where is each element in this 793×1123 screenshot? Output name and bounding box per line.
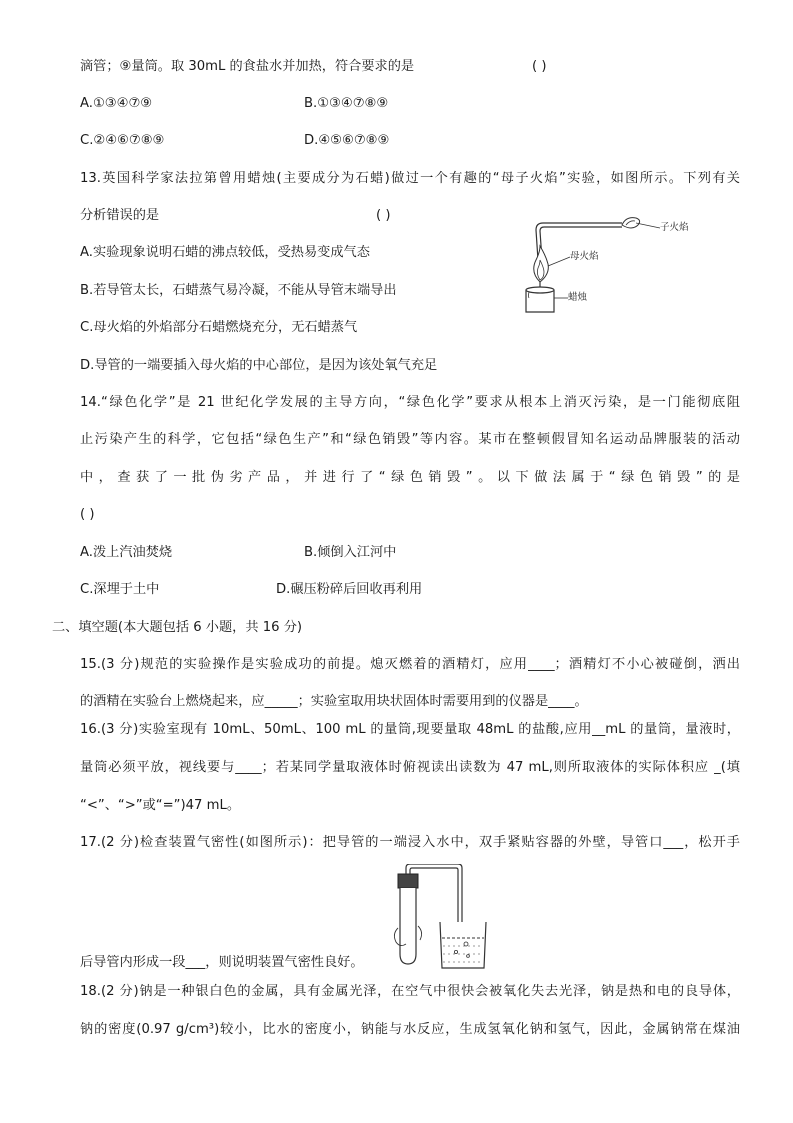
q14-option-c: C.深埋于土中 [80,582,160,597]
q15-line2: 的酒精在实验台上燃烧起来，应_____；实验室取用块状固体时需要用到的仪器是____。 [80,694,588,709]
q18-line1: 18.(2 分)钠是一种银白色的金属，具有金属光泽，在空气中很快会被氧化失去光泽，钠是热和电的良导体， [80,984,740,999]
q17-line2: 后导管内形成一段___，则说明装置气密性良好。 [80,955,364,970]
q14-option-d: D.碾压粉碎后回收再利用 [276,582,423,597]
q12-option-d: D.④⑤⑥⑦⑧⑨ [304,133,390,148]
q12-answer-paren: ( ) [532,59,547,74]
q13-option-b: B.若导管太长，石蜡蒸气易冷凝，不能从导管末端导出 [80,283,397,298]
q13-stem-line1: 13.英国科学家法拉第曾用蜡烛(主要成分为石蜡)做过一个有趣的“母子火焰”实验，如图所示。下列有关 [80,171,740,186]
q12-option-b: B.①③④⑦⑧⑨ [304,96,389,111]
section-heading-fill-blank: 二、填空题(本大题包括 6 小题，共 16 分) [52,620,303,635]
label-child-flame: 子火焰 [660,222,689,233]
q12-option-a: A.①③④⑦⑨ [80,96,153,111]
q14-option-a: A.泼上汽油焚烧 [80,545,173,560]
q13-option-c: C.母火焰的外焰部分石蜡燃烧充分，无石蜡蒸气 [80,320,358,335]
airtightness-apparatus-figure [384,864,494,972]
label-mother-flame: 母火焰 [570,251,599,262]
q16-line3: “<”、“>”或“=”)47 mL。 [80,798,241,813]
q14-stem-line1: 14.“绿色化学”是 21 世纪化学发展的主导方向，“绿色化学”要求从根本上消灭污染，是一门能彻底阻 [80,395,740,410]
q13-answer-paren: ( ) [376,208,391,223]
q13-option-a: A.实验现象说明石蜡的沸点较低，受热易变成气态 [80,245,370,260]
q12-option-c: C.②④⑥⑦⑧⑨ [80,133,165,148]
q16-line2: 量筒必须平放，视线要与____；若某同学量取液体时俯视读出读数为 47 mL,则所取液体的实际体积应 _(填 [80,760,740,775]
q13-option-d: D.导管的一端要插入母火焰的中心部位，是因为该处氧气充足 [80,358,438,373]
q14-stem-line3: 中，查获了一批伪劣产品，并进行了“绿色销毁”。以下做法属于“绿色销毁”的是 [80,470,740,485]
q14-option-b: B.倾倒入江河中 [304,545,397,560]
label-candle: 蜡烛 [568,292,588,303]
q15-line1: 15.(3 分)规范的实验操作是实验成功的前提。熄灭燃着的酒精灯，应用____；酒精灯不小心被碰倒，洒出 [80,657,740,672]
q14-answer-paren: ( ) [80,507,95,522]
q16-line1: 16.(3 分)实验室现有 10mL、50mL、100 mL 的量筒,现要量取 48mL 的盐酸,应用__mL 的量筒，量液时， [80,722,740,737]
q14-stem-line2: 止污染产生的科学，它包括“绿色生产”和“绿色销毁”等内容。某市在整顿假冒知名运动品牌服装的活动 [80,432,740,447]
q12-stem-tail: 滴管；⑨量筒。取 30mL 的食盐水并加热，符合要求的是 [80,59,415,74]
q18-line2: 钠的密度(0.97 g/cm³)较小，比水的密度小，钠能与水反应，生成氢氧化钠和氢气，因此，金属钠常在煤油 [80,1022,740,1037]
q13-stem-line2: 分析错误的是 [80,208,160,223]
q17-line1: 17.(2 分)检查装置气密性(如图所示)：把导管的一端浸入水中，双手紧贴容器的外壁，导管口___，松开手 [80,835,740,850]
